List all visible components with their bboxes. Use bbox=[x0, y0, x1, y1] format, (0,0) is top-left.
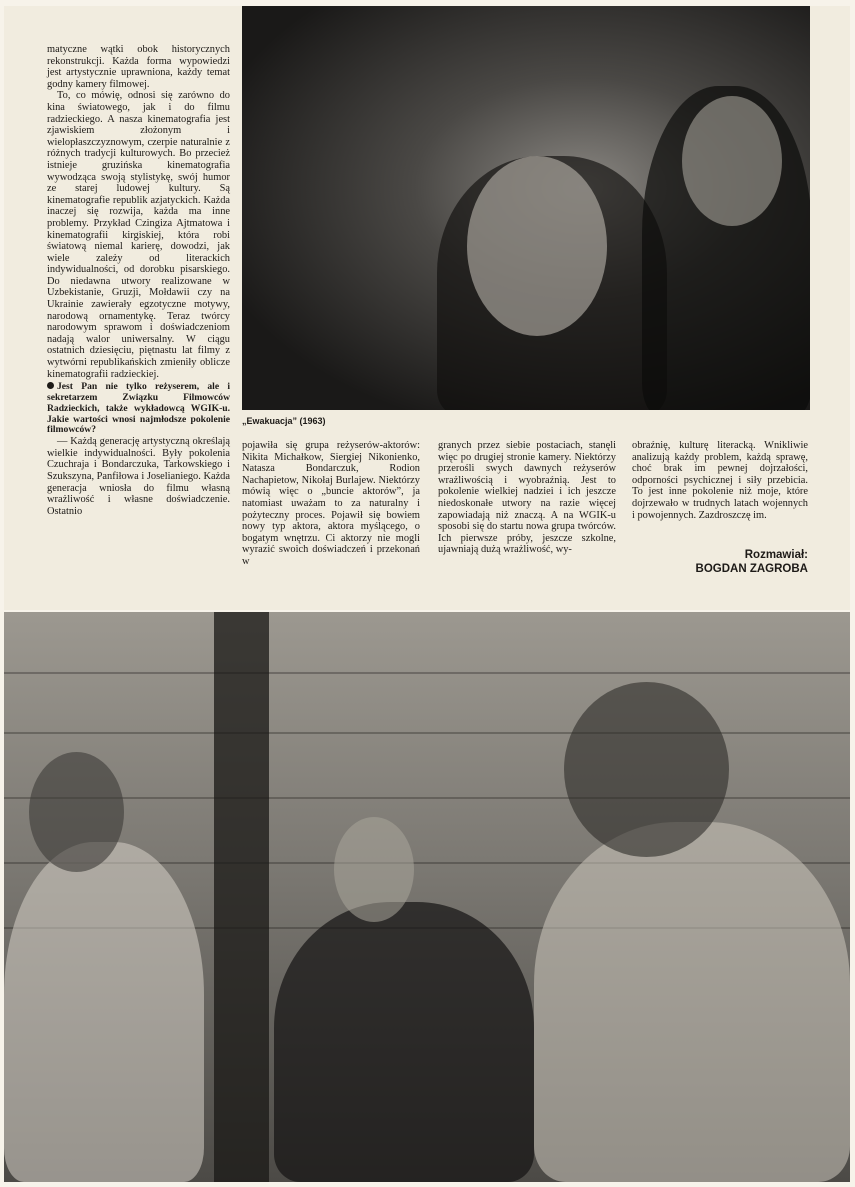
paragraph: pojawiła się grupa reżyserów-aktorów: Nikita Michałkow, Siergiej Nikonienko, Natasza Bondarczuk, Rodion Nachapietow, Nikołaj Burlajew. Niektórzy mówią więc o „buncie aktorów”, ja natomiast uważam to za naturalny i pożyteczny proces. Pojawił się bowiem nowy typ aktora, aktora myślącego, o bogatym wnętrzu. Ci aktorzy nie mogli wyrazić swoich doświadczeń i przekonań w bbox=[242, 440, 420, 567]
column-3 bbox=[438, 440, 616, 556]
wall-plank bbox=[4, 732, 850, 734]
paragraph: — Każdą generację artystyczną określają wielkie indywidualności. Były pokolenia Czuchraja i Bondarczuka, Tarkowskiego i Szukszyna, Panfiłowa i Joselianiego. Każda generacja wniosła do filmu własną wrażliwość i własne doświadczenie. Ostatnio bbox=[47, 436, 230, 517]
middle-man-head bbox=[334, 817, 414, 922]
photo-caption: „Ewakuacja” (1963) bbox=[242, 416, 326, 426]
figure-left-man bbox=[4, 842, 204, 1182]
question-text: Jest Pan nie tylko reżyserem, ale i sekretarzem Związku Filmowców Radzieckich, także wykładowcą WGIK-u. Jakie wartości wnosi najmłodsze pokolenie filmowców? bbox=[47, 381, 230, 436]
boy-face bbox=[682, 96, 782, 226]
door-frame bbox=[214, 612, 269, 1182]
column-1 bbox=[47, 44, 230, 517]
paragraph: granych przez siebie postaciach, stanęli więc po drugiej stronie kamery. Niektórzy przerośli swych dawnych reżyserów wrażliwością i wyobraźnią. Jest to pokolenie wielkiej nadziei i ich jeszcze niedoskonałe utwory na razie więcej zapowiadają niż znaczą. A na WGIK-u sposobi się do startu nowa grupa twórców. Ich pierwsze próby, jeszcze szkolne, ujawniają dużą wrażliwość, wy- bbox=[438, 440, 616, 556]
paragraph: matyczne wątki obok historycznych rekonstrukcji. Każda forma wypowiedzi jest artystycznie uprawniona, każdy temat godny kamery filmowej. bbox=[47, 44, 230, 90]
credit-name: BOGDAN ZAGROBA bbox=[695, 563, 808, 575]
credit-label: Rozmawiał: bbox=[744, 549, 808, 561]
column-2 bbox=[242, 440, 420, 568]
film-still-ewakuacja bbox=[242, 6, 810, 410]
figure-middle-man bbox=[274, 902, 534, 1182]
left-man-head bbox=[29, 752, 124, 872]
paragraph: obraźnię, kulturę literacką. Wnikliwie analizują każdy problem, każdą sprawę, choć brak im pewnej dojrzałości, odporności psychicznej i siły przebicia. To jest inne pokolenie niż moje, które dojrzewało w trudnych latach wojennych i powojennych. Zazdroszczę im. bbox=[632, 440, 808, 521]
interview-question bbox=[47, 382, 230, 436]
film-still-three-men bbox=[4, 612, 850, 1182]
author-credit bbox=[632, 548, 808, 576]
bearded-man-head bbox=[564, 682, 729, 857]
paragraph: To, co mówię, odnosi się zarówno do kina światowego, jak i do filmu radzieckiego. A nasza kinematografia jest zjawiskiem złożonym i wielopłaszczyznowym, czerpie naturalnie z różnych tradycji kulturowych. Bo przecież istnieje gruzińska kinematografia wywodząca swoją stylistykę, swój humor ze starej ludowej kultury. Są kinematografie republik azjatyckich. Każda inaczej się rozwija, każda ma inne problemy. Przykład Czingiza Ajtmatowa i kinematografii kirgiskiej, która robi światową niemal karierę, dowodzi, jak wiele zależy od literackich indywidualności, od dorobku pisarskiego. Do niedawna utwory realizowane w Uzbekistanie, Gruzji, Mołdawii czy na Ukrainie zawierały egzotyczne motywy, narodową ornamentykę. Teraz twórcy narodowym sprawom i doświadczeniom nadają walor uniwersalny. W ciągu ostatnich dziesięciu, piętnastu lat filmy z wytwórni republikańskich zmieniły oblicze kinematografii radzieckiej. bbox=[47, 90, 230, 380]
bullet-icon bbox=[47, 382, 54, 389]
figure-bearded-man bbox=[534, 822, 850, 1182]
wall-plank bbox=[4, 672, 850, 674]
woman-face bbox=[467, 156, 607, 336]
column-4 bbox=[632, 440, 808, 521]
